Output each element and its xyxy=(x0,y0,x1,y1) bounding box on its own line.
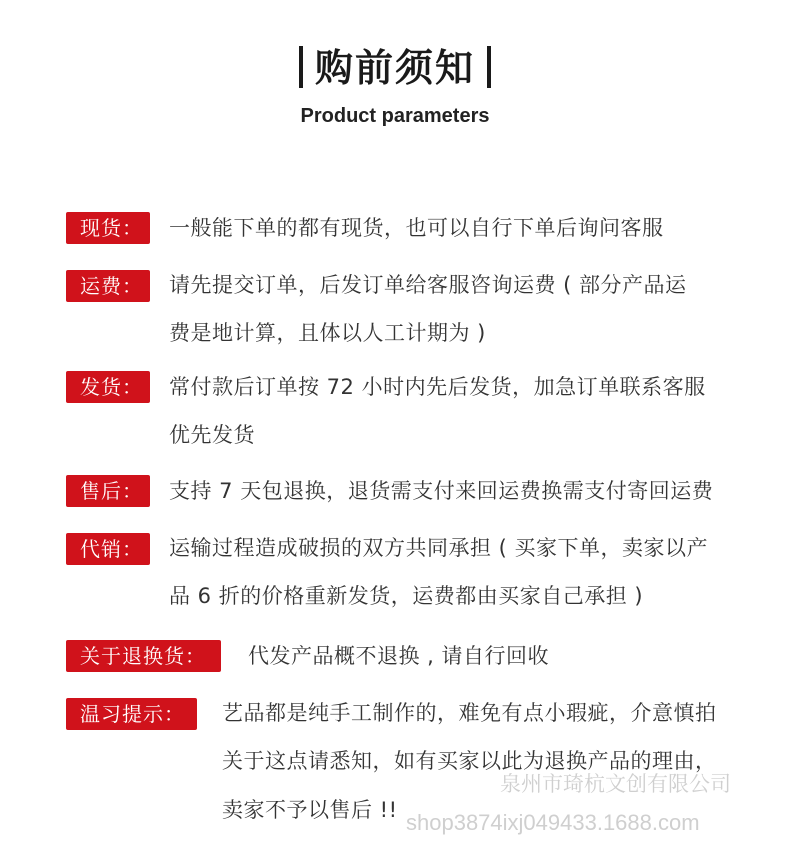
page-title xyxy=(0,38,790,98)
section-text-shipping-fee-line-1: 请先提交订单，后发订单给客服咨询运费 ( 部分产品运 xyxy=(169,273,687,297)
section-text-after-sales-line-1: 支持 7 天包退换，退货需支付来回运费换需支付寄回运费 xyxy=(169,479,714,503)
section-text-delivery-line-2: 优先发货 xyxy=(169,423,255,447)
watermark-company: 泉州市琦杭文创有限公司 xyxy=(500,773,731,796)
section-text-stock-line-1: 一般能下单的都有现货，也可以自行下单后询问客服 xyxy=(169,216,664,240)
section-text-tips-line-2: 关于这点请悉知，如有买家以此为退换产品的理由， xyxy=(222,749,717,773)
section-label-shipping-fee: 运费： xyxy=(66,270,150,302)
section-text-tips-line-1: 艺品都是纯手工制作的，难免有点小瑕疵，介意慎拍 xyxy=(222,701,717,725)
section-text-consignment-line-2: 品 6 折的价格重新发货，运费都由买家自己承担 ) xyxy=(169,584,644,608)
section-label-delivery: 发货： xyxy=(66,371,150,403)
section-label-tips: 温习提示： xyxy=(66,698,197,730)
section-text-consignment-line-1: 运输过程造成破损的双方共同承担 ( 买家下单，卖家以产 xyxy=(169,536,709,560)
section-text-tips-line-3: 卖家不予以售后 !! xyxy=(222,798,398,822)
section-label-returns: 关于退换货： xyxy=(66,640,221,672)
page-title-text: 购前须知 xyxy=(314,46,475,90)
section-label-after-sales: 售后： xyxy=(66,475,150,507)
title-left-bar xyxy=(299,46,303,88)
watermark-shop-url: shop3874ixj049433.1688.com xyxy=(406,810,700,835)
section-label-consignment: 代销： xyxy=(66,533,150,565)
section-label-stock: 现货： xyxy=(66,212,150,244)
title-right-bar xyxy=(487,46,491,88)
section-text-delivery-line-1: 常付款后订单按 72 小时内先后发货，加急订单联系客服 xyxy=(169,375,706,399)
section-text-shipping-fee-line-2: 费是地计算，且体以人工计期为 ) xyxy=(169,321,486,345)
page-subtitle: Product parameters xyxy=(300,105,490,127)
section-text-returns-line-1: 代发产品概不退换 , 请自行回收 xyxy=(248,644,550,668)
